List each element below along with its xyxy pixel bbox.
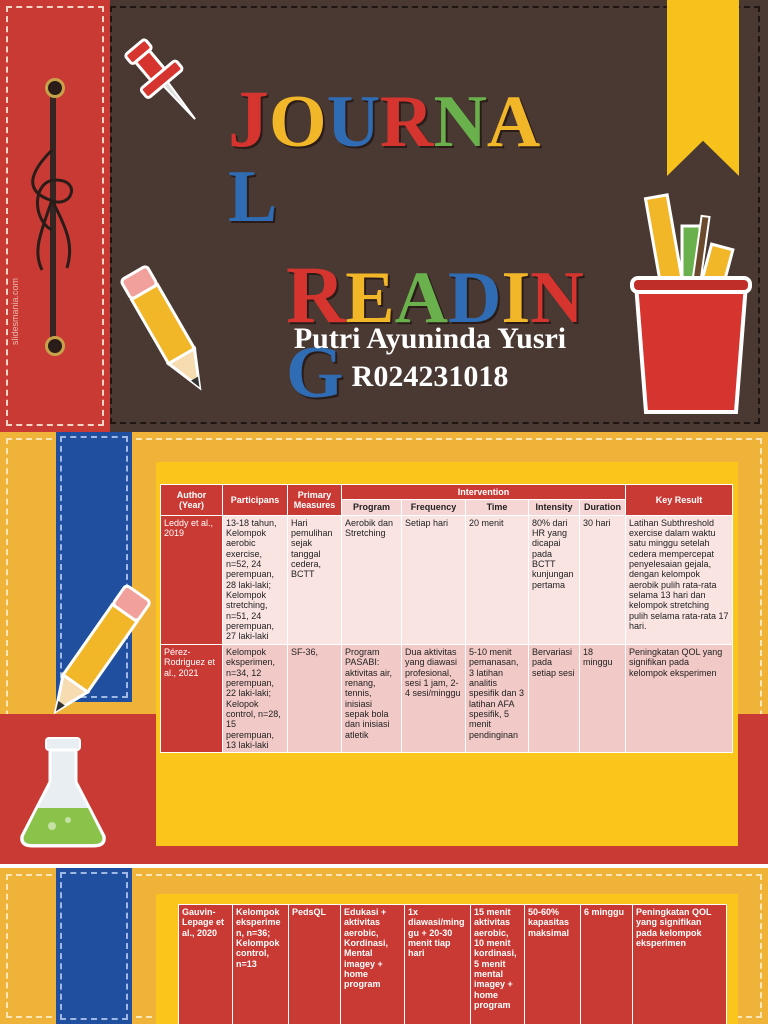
cell-frequency: Setiap hari [402, 515, 466, 644]
blue-ribbon [56, 868, 132, 1024]
header-author: Author (Year) [161, 485, 223, 516]
title-letter: E [345, 257, 395, 339]
title-letter: A [486, 81, 541, 163]
grommet-bottom [45, 336, 65, 356]
title-letter: I [501, 257, 531, 339]
header-duration: Duration [580, 500, 626, 515]
cell-intensity: Bervariasi pada setiap sesi [529, 644, 580, 752]
cell-author: Pérez-Rodriguez et al., 2021 [161, 644, 223, 752]
title-letter: R [286, 249, 346, 340]
cell-time: 15 menit aktivitas aerobic, 10 menit kordinasi, 5 menit mental imagey + home program [471, 905, 525, 1024]
cell-program: Aerobik dan Stretching [342, 515, 402, 644]
journal-table [160, 484, 733, 753]
title-letter: O [269, 81, 327, 163]
cell-key-result: Latihan Subthreshold exercise dalam waktu satu minggu setelah cedera mempercepat penyelesaian gejala, dengan kelompok aerobik pulih rata-rata selama 13 hari dan kelompok stretching pulih selama rata-rata 17 hari. [626, 515, 733, 644]
cell-key-result: Peningkatan QOL yang signifikan pada kelompok eksperimen [626, 644, 733, 752]
table-slide-1 [0, 432, 768, 864]
title-letter: N [530, 257, 584, 339]
cell-time: 5-10 menit pemanasan, 3 latihan analitis spesifik dan 3 latihan AFA spesifik, 5 menit pendinginan [466, 644, 529, 752]
pencil-icon [112, 256, 222, 406]
cell-primary: PedsQL [289, 905, 341, 1024]
cell-frequency: 1x diawasi/minggu + 20-30 menit tiap hari [405, 905, 471, 1024]
cell-time: 20 menit [466, 515, 529, 644]
cell-intensity: 80% dari HR yang dicapai pada BCTT kunjungan pertama [529, 515, 580, 644]
cell-intensity: 50-60% kapasitas maksimal [525, 905, 581, 1024]
header-primary-measures: Primary Measures [288, 485, 342, 516]
cell-program: Edukasi + aktivitas aerobic, Kordinasi, Mental imagey + home program [341, 905, 405, 1024]
title-slide [0, 0, 768, 432]
header-frequency: Frequency [402, 500, 466, 515]
pencil-cup-icon [626, 186, 756, 426]
header-time: Time [466, 500, 529, 515]
header-intervention: Intervention [342, 485, 626, 500]
cell-participants: Kelompok eksperimen, n=34, 12 perempuan, 22 laki-laki; Kelopok control, n=28, 15 perempuan, 13 laki-laki [223, 644, 288, 752]
author-id: R024231018 [351, 360, 509, 393]
cell-program: Program PASABI: aktivitas air, renang, tennis, inisiasi sepak bola dan inisiasi atletik [342, 644, 402, 752]
journal-table-continued [178, 904, 727, 1024]
table-row [179, 905, 727, 1024]
title-letter: U [326, 81, 381, 163]
pencil-icon [36, 574, 156, 734]
table-row [161, 515, 733, 644]
header-key-result: Key Result [626, 485, 733, 516]
title-letter: D [448, 257, 502, 339]
title-letter: R [380, 81, 434, 163]
header-intensity: Intensity [529, 500, 580, 515]
table-row [161, 644, 733, 752]
cell-author: Leddy et al., 2019 [161, 515, 223, 644]
header-program: Program [342, 500, 402, 515]
cell-duration: 6 minggu [581, 905, 633, 1024]
pushpin-icon [118, 26, 214, 146]
cell-author: Gauvin-Lepage et al., 2020 [179, 905, 233, 1024]
cell-participants: 13-18 tahun, Kelompok aerobic exercise, n=52, 24 perempuan, 28 laki-laki; Kelompok stretching, n=51, 24 perempuan, 27 laki-laki [223, 515, 288, 644]
cell-duration: 18 minggu [580, 644, 626, 752]
title-line-1 [228, 73, 588, 238]
string-knot-icon [12, 140, 92, 280]
title-letter: L [228, 156, 278, 238]
title-letter: N [433, 81, 487, 163]
title-letter: G [286, 332, 344, 414]
title-letter: A [394, 257, 449, 339]
flask-icon [8, 732, 118, 852]
side-credit: slidesmania.com [10, 277, 20, 345]
cell-key-result: Peningkatan QOL yang signifikan pada kelompok eksperimen [633, 905, 727, 1024]
title-letter: J [228, 73, 269, 164]
table-slide-2 [0, 868, 768, 1024]
cell-primary: Hari pemulihan sejak tanggal cedera, BCTT [288, 515, 342, 644]
cell-frequency: Dua aktivitas yang diawasi profesional, sesi 1 jam, 2-4 sesi/minggu [402, 644, 466, 752]
cell-duration: 30 hari [580, 515, 626, 644]
cell-participants: Kelompok eksperimen, n=36; Kelompok control, n=13 [233, 905, 289, 1024]
author-name: Putri Ayuninda Yusri [293, 322, 567, 355]
header-participants: Participans [223, 485, 288, 516]
grommet-top [45, 78, 65, 98]
cell-primary: SF-36, [288, 644, 342, 752]
